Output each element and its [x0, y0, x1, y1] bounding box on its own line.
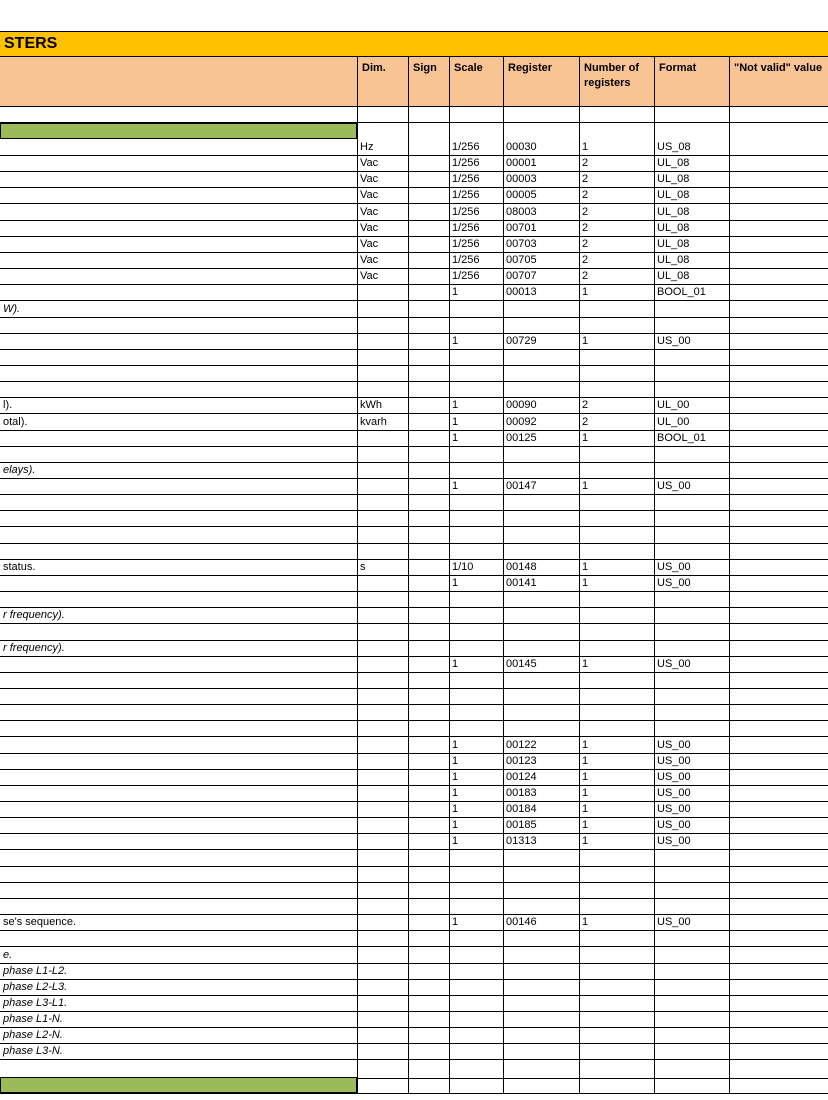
cell-num-registers: 1: [582, 754, 589, 767]
cell-scale: 1/256: [452, 189, 480, 202]
table-row: [0, 188, 828, 204]
cell-description: [0, 673, 358, 688]
cell-description: [0, 205, 358, 220]
cell-num-registers: 1: [582, 431, 589, 444]
cell-format: US_00: [657, 480, 691, 493]
table-row: [0, 657, 828, 673]
cell-dim: Vac: [360, 237, 379, 250]
table-row: [0, 802, 828, 818]
table-row: [0, 608, 828, 624]
cell-register: 00123: [506, 754, 537, 767]
cell-format: UL_08: [657, 205, 690, 218]
cell-num-registers: 1: [582, 286, 589, 299]
cell-description: [0, 657, 358, 672]
cell-num-registers: 2: [582, 205, 589, 218]
cell-description: [0, 738, 358, 753]
cell-format: US_00: [657, 560, 691, 573]
cell-num-registers: 1: [582, 657, 589, 670]
table-row: [0, 883, 828, 899]
cell-description: [0, 221, 358, 236]
cell-register: 00092: [506, 415, 537, 428]
cell-scale: 1/256: [452, 237, 480, 250]
table-row: [0, 899, 828, 915]
cell-description: [0, 188, 358, 203]
table-row: [0, 576, 828, 592]
column-divider: [449, 107, 450, 1093]
cell-format: UL_08: [657, 189, 690, 202]
header-format: Format: [654, 57, 730, 106]
cell-scale: 1: [452, 577, 459, 589]
cell-register: 00005: [506, 189, 537, 202]
table-row: [0, 818, 828, 834]
header-dim: Dim.: [357, 57, 409, 106]
cell-format: UL_00: [657, 399, 690, 412]
cell-num-registers: 1: [582, 835, 589, 848]
cell-num-registers: 1: [582, 577, 589, 589]
cell-description: [0, 802, 358, 817]
table-row: [0, 495, 828, 511]
cell-scale: 1: [452, 415, 459, 428]
cell-description: [0, 818, 358, 833]
cell-description: se's sequence.: [3, 916, 77, 929]
cell-scale: 1/256: [452, 221, 480, 234]
cell-num-registers: 1: [582, 787, 589, 799]
table-row: [0, 366, 828, 382]
table-title-bar: [0, 31, 828, 57]
cell-register: 00148: [506, 560, 537, 573]
cell-scale: 1: [452, 835, 459, 848]
cell-description: [0, 544, 358, 559]
table-row: [0, 237, 828, 253]
cell-num-registers: 2: [582, 157, 589, 170]
cell-description: phase L1-N.: [3, 1013, 63, 1026]
cell-format: US_00: [657, 803, 691, 816]
table-row: [0, 205, 828, 221]
cell-register: 00122: [506, 738, 537, 751]
cell-num-registers: 1: [582, 480, 589, 493]
cell-num-registers: 2: [582, 254, 589, 266]
table-row: [0, 463, 828, 479]
cell-dim: s: [360, 560, 366, 573]
table-row: [0, 302, 828, 318]
header-register: Register: [503, 57, 580, 106]
header-num-registers: Number of registers: [579, 57, 655, 106]
cell-scale: 1: [452, 286, 459, 299]
cell-description: [0, 754, 358, 769]
cell-register: 00703: [506, 237, 537, 250]
cell-num-registers: 1: [582, 803, 589, 816]
cell-format: UL_08: [657, 221, 690, 234]
table-row: [0, 318, 828, 334]
table-row: [0, 350, 828, 366]
cell-format: US_00: [657, 787, 691, 799]
cell-description: phase L2-L3.: [3, 980, 68, 993]
table-row: [0, 285, 828, 301]
cell-description: W).: [3, 302, 21, 315]
cell-description: phase L2-N.: [3, 1029, 63, 1042]
cell-scale: 1: [452, 657, 459, 670]
cell-description: status.: [3, 560, 36, 573]
table-row: [0, 1012, 828, 1028]
table-row: [0, 1028, 828, 1044]
cell-format: UL_08: [657, 173, 690, 186]
cell-num-registers: 1: [582, 334, 589, 347]
cell-scale: 1/256: [452, 205, 480, 218]
cell-scale: 1/256: [452, 254, 480, 266]
cell-register: 00003: [506, 173, 537, 186]
cell-register: 00013: [506, 286, 537, 299]
cell-num-registers: 2: [582, 189, 589, 202]
table-row: [0, 625, 828, 641]
cell-num-registers: 1: [582, 770, 589, 783]
table-row: [0, 431, 828, 447]
cell-format: US_00: [657, 657, 691, 670]
cell-description: [0, 834, 358, 849]
table-row: [0, 641, 828, 657]
cell-num-registers: 2: [582, 221, 589, 234]
table-row: [0, 931, 828, 947]
table-row: [0, 269, 828, 285]
table-row: [0, 447, 828, 463]
cell-scale: 1: [452, 738, 459, 751]
cell-description: [0, 495, 358, 510]
cell-description: [0, 318, 358, 333]
cell-dim: Vac: [360, 189, 379, 202]
cell-description: [0, 172, 358, 187]
cell-dim: Vac: [360, 173, 379, 186]
table-row: [0, 334, 828, 350]
cell-description: [0, 511, 358, 526]
cell-description: [0, 140, 358, 155]
cell-register: 00729: [506, 334, 537, 347]
table-row: [0, 172, 828, 188]
cell-description: r frequency).: [3, 641, 65, 654]
cell-description: [0, 851, 358, 866]
cell-description: [0, 721, 358, 736]
cell-num-registers: 2: [582, 173, 589, 186]
cell-scale: 1/10: [452, 560, 474, 573]
column-divider: [357, 107, 358, 1093]
cell-format: UL_00: [657, 415, 690, 428]
cell-description: [0, 269, 358, 284]
header-row: [0, 57, 828, 107]
cell-dim: Vac: [360, 157, 379, 170]
cell-register: 00001: [506, 157, 537, 170]
cell-description: otal).: [3, 415, 28, 428]
table-row: [0, 673, 828, 689]
cell-register: 00183: [506, 787, 537, 799]
cell-format: US_08: [657, 141, 691, 153]
cell-description: [0, 382, 358, 397]
cell-num-registers: 2: [582, 415, 589, 428]
cell-scale: 1: [452, 399, 459, 412]
cell-scale: 1/256: [452, 173, 480, 186]
cell-description: [0, 366, 358, 381]
section-bar: [0, 1077, 357, 1093]
column-divider: [729, 107, 730, 1093]
cell-description: phase L3-N.: [3, 1045, 63, 1058]
cell-register: 01313: [506, 835, 537, 848]
cell-description: e.: [3, 948, 13, 961]
cell-num-registers: 1: [582, 916, 589, 929]
cell-scale: 1/256: [452, 157, 480, 170]
table-row: [0, 851, 828, 867]
cell-num-registers: 2: [582, 237, 589, 250]
cell-description: [0, 899, 358, 914]
cell-num-registers: 2: [582, 399, 589, 412]
column-divider: [654, 107, 655, 1093]
cell-scale: 1: [452, 787, 459, 799]
cell-description: [0, 237, 358, 252]
cell-register: 00707: [506, 270, 537, 283]
cell-format: US_00: [657, 916, 691, 929]
cell-format: UL_08: [657, 157, 690, 170]
cell-description: [0, 705, 358, 720]
cell-dim: kWh: [360, 399, 382, 412]
cell-dim: Vac: [360, 205, 379, 218]
cell-scale: 1: [452, 431, 459, 444]
cell-description: [0, 786, 358, 801]
table-row: [0, 996, 828, 1012]
cell-description: [0, 576, 358, 591]
cell-description: [0, 625, 358, 640]
table-row: [0, 915, 828, 931]
table-row: [0, 156, 828, 172]
table-row: [0, 980, 828, 996]
cell-scale: 1: [452, 480, 459, 493]
table-row: [0, 382, 828, 398]
cell-num-registers: 1: [582, 819, 589, 832]
cell-description: [0, 592, 358, 607]
header-scale: Scale: [449, 57, 504, 106]
cell-scale: 1: [452, 819, 459, 832]
cell-description: [0, 447, 358, 462]
cell-format: BOOL_01: [657, 286, 706, 299]
cell-scale: 1/256: [452, 141, 480, 153]
cell-dim: Vac: [360, 254, 379, 266]
cell-dim: kvarh: [360, 415, 387, 428]
cell-num-registers: 1: [582, 738, 589, 751]
cell-register: 08003: [506, 205, 537, 218]
table-row: [0, 964, 828, 980]
cell-description: [0, 334, 358, 349]
table-row: [0, 867, 828, 883]
cell-dim: Vac: [360, 270, 379, 283]
table-row: [0, 948, 828, 964]
cell-scale: 1: [452, 770, 459, 783]
cell-description: elays).: [3, 464, 36, 476]
cell-format: US_00: [657, 738, 691, 751]
cell-description: [0, 931, 358, 946]
table-row: [0, 140, 828, 156]
header-sign: Sign: [408, 57, 450, 106]
cell-register: 00141: [506, 577, 537, 589]
cell-scale: 1: [452, 916, 459, 929]
table-row: [0, 1044, 828, 1060]
table-row: [0, 834, 828, 850]
cell-format: BOOL_01: [657, 431, 706, 444]
cell-format: US_00: [657, 754, 691, 767]
section-bar: [0, 123, 357, 139]
cell-register: 00125: [506, 431, 537, 444]
cell-dim: Vac: [360, 221, 379, 234]
cell-description: [0, 350, 358, 365]
table-row: [0, 592, 828, 608]
column-divider: [503, 107, 504, 1093]
cell-description: phase L3-L1.: [3, 996, 68, 1009]
cell-description: [0, 528, 358, 543]
cell-register: 00146: [506, 916, 537, 929]
table-row: [0, 689, 828, 705]
cell-register: 00705: [506, 254, 537, 266]
table-row: [0, 107, 828, 123]
cell-format: UL_08: [657, 254, 690, 266]
table-row: [0, 721, 828, 737]
cell-register: 00701: [506, 221, 537, 234]
table-row: [0, 398, 828, 414]
cell-format: UL_08: [657, 237, 690, 250]
cell-description: phase L1-L2.: [3, 964, 68, 977]
table-row: [0, 479, 828, 495]
cell-num-registers: 1: [582, 141, 589, 153]
cell-register: 00090: [506, 399, 537, 412]
column-divider: [408, 107, 409, 1093]
cell-register: 00184: [506, 803, 537, 816]
cell-scale: 1: [452, 803, 459, 816]
cell-description: [0, 770, 358, 785]
cell-scale: 1: [452, 334, 459, 347]
column-divider: [579, 107, 580, 1093]
cell-register: 00185: [506, 819, 537, 832]
table-row: [0, 786, 828, 802]
cell-format: US_00: [657, 577, 691, 589]
cell-description: [0, 253, 358, 268]
cell-description: [0, 285, 358, 300]
cell-description: l).: [3, 399, 13, 412]
cell-format: US_00: [657, 819, 691, 832]
cell-register: 00030: [506, 141, 537, 153]
cell-description: r frequency).: [3, 609, 65, 622]
cell-register: 00145: [506, 657, 537, 670]
table-row: [0, 511, 828, 527]
cell-format: US_00: [657, 835, 691, 848]
cell-description: [0, 156, 358, 171]
cell-format: UL_08: [657, 270, 690, 283]
cell-register: 00147: [506, 480, 537, 493]
cell-format: US_00: [657, 334, 691, 347]
cell-num-registers: 1: [582, 560, 589, 573]
cell-dim: Hz: [360, 141, 374, 153]
table-row: [0, 221, 828, 237]
header-not-valid: "Not valid" value: [729, 57, 828, 106]
table-row: [0, 705, 828, 721]
table-row: [0, 560, 828, 576]
cell-format: US_00: [657, 770, 691, 783]
table-row: [0, 528, 828, 544]
cell-num-registers: 2: [582, 270, 589, 283]
cell-register: 00124: [506, 770, 537, 783]
cell-scale: 1/256: [452, 270, 480, 283]
cell-description: [0, 867, 358, 882]
cell-scale: 1: [452, 754, 459, 767]
cell-description: [0, 883, 358, 898]
table-title: STERS: [4, 35, 58, 52]
cell-description: [0, 479, 358, 494]
table-row: [0, 544, 828, 560]
table-row: [0, 738, 828, 754]
table-row: [0, 754, 828, 770]
table-bottom-border: [0, 1093, 828, 1094]
table-row: [0, 253, 828, 269]
cell-description: [0, 431, 358, 446]
table-row: [0, 415, 828, 431]
cell-description: [0, 689, 358, 704]
table-row: [0, 770, 828, 786]
